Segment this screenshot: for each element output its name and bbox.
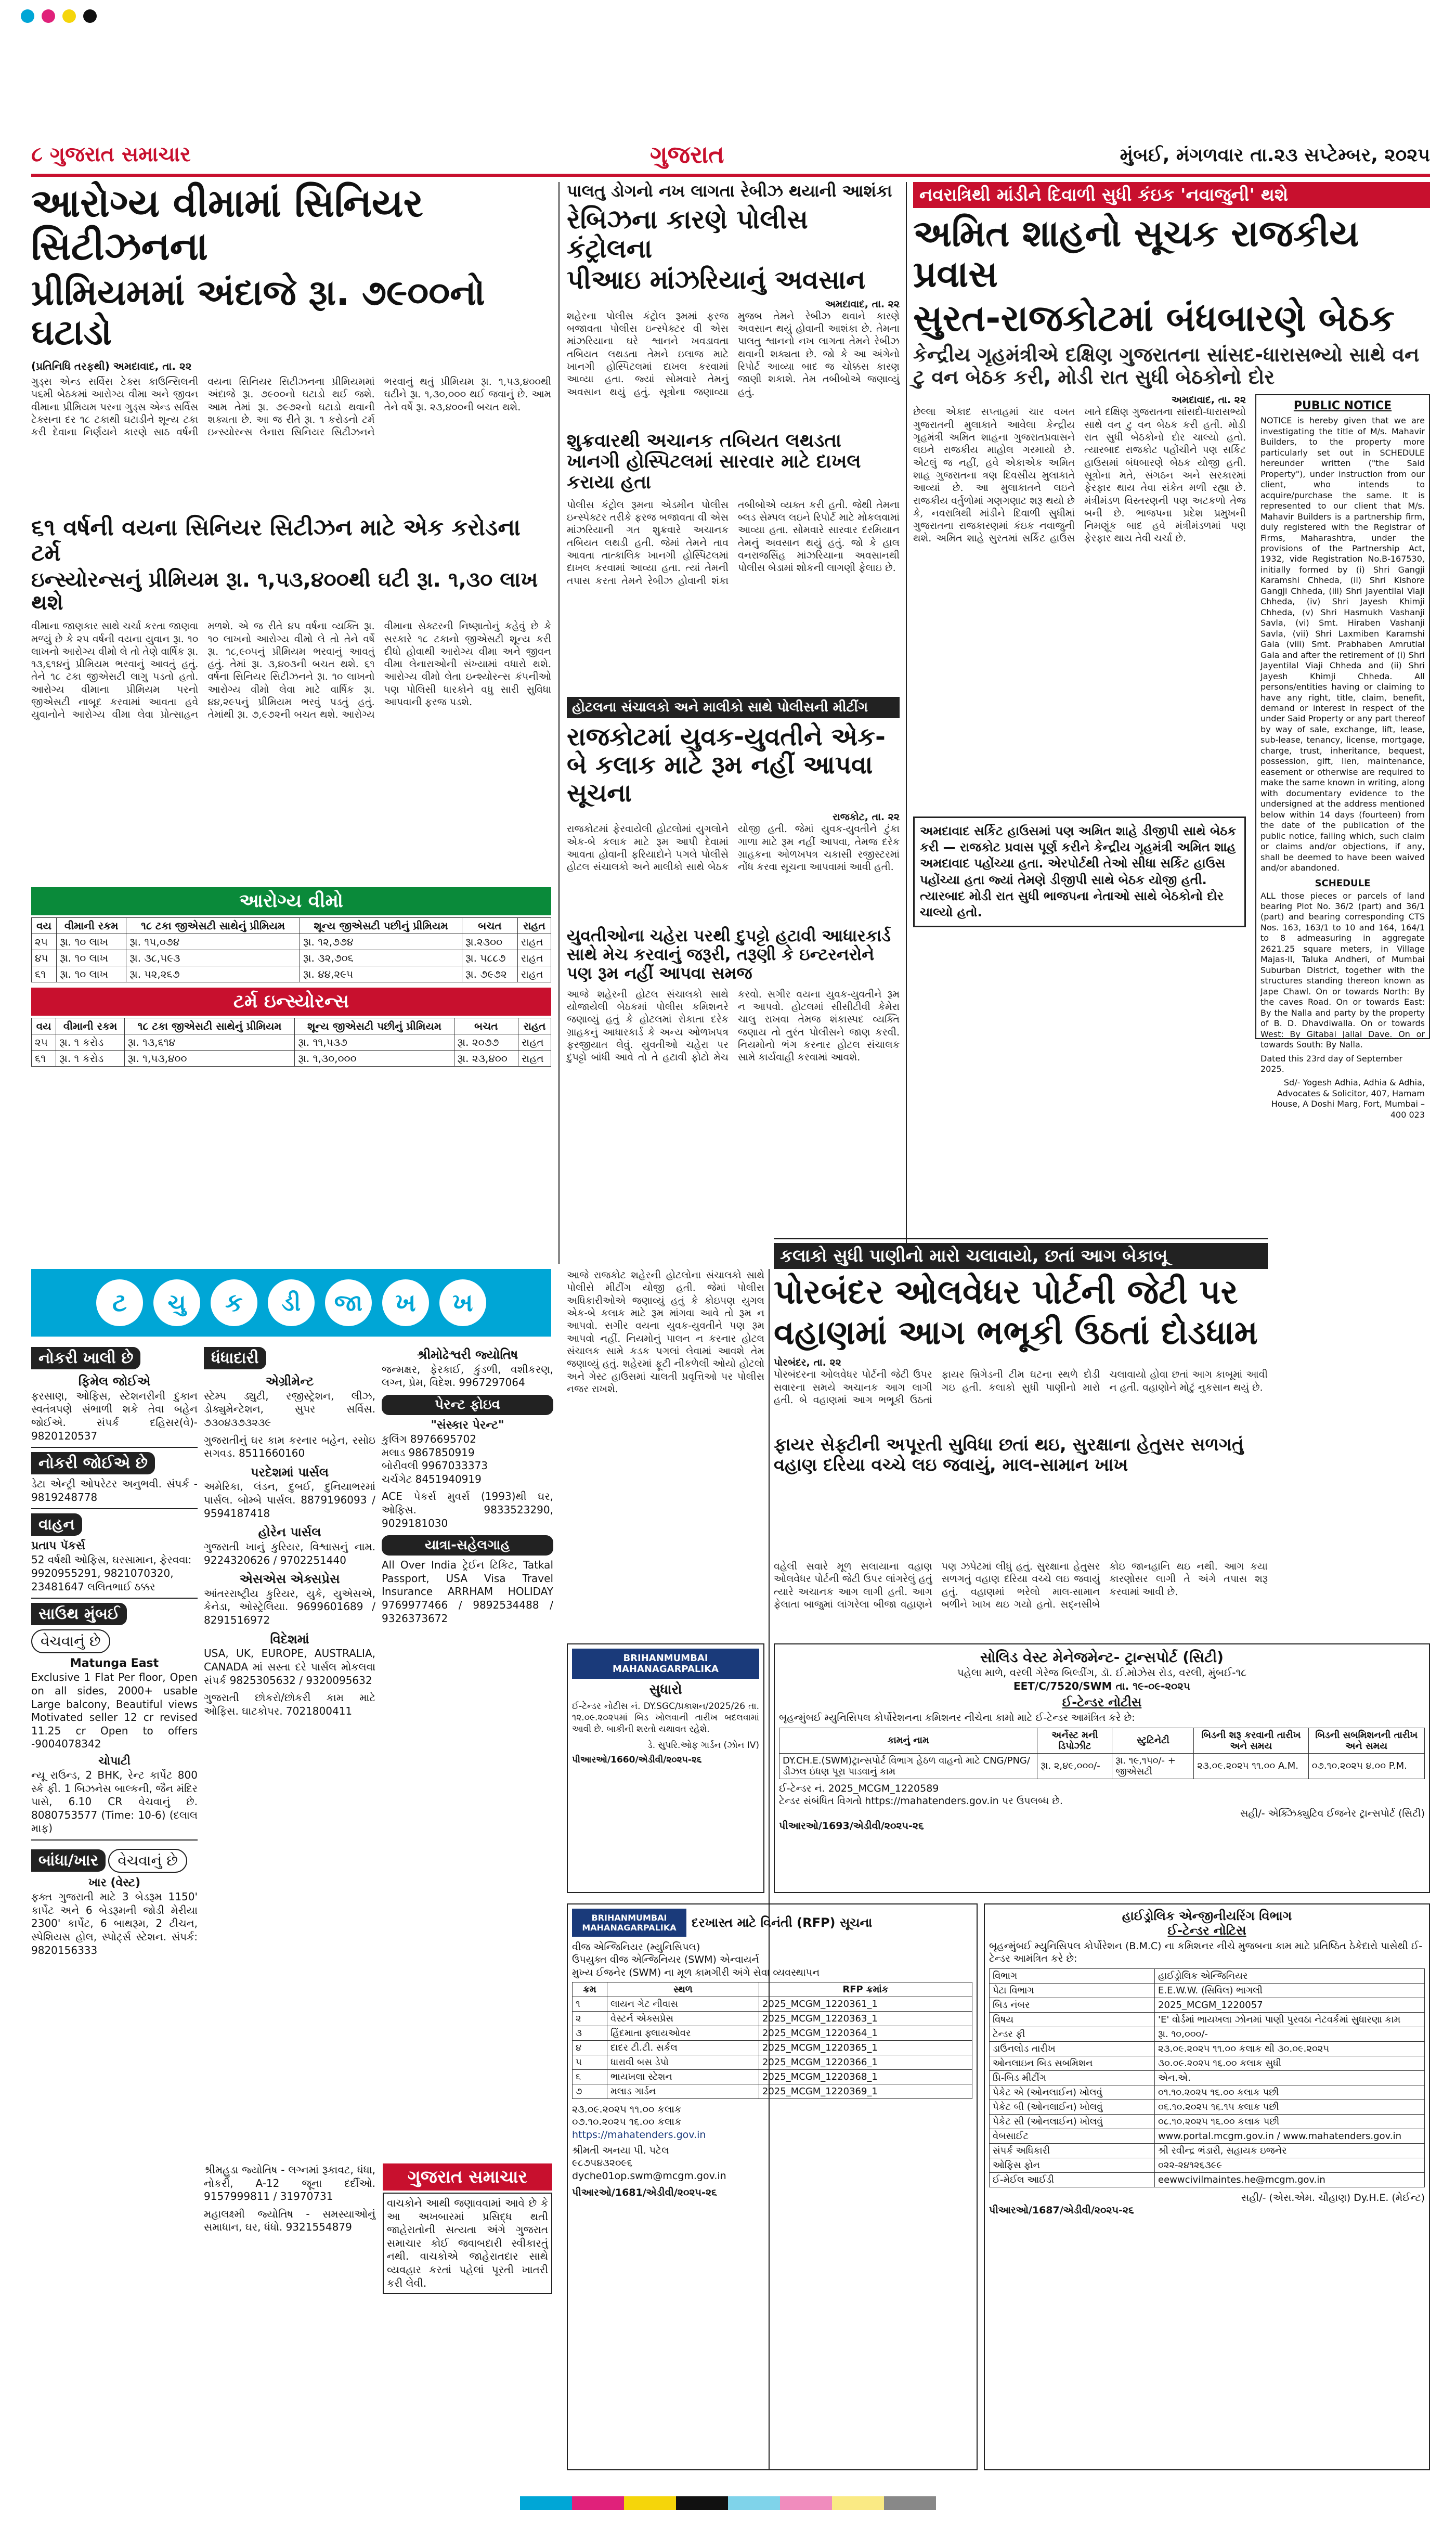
table-row xyxy=(990,2158,1425,2172)
rfp-email[interactable]: dyche01op.swm@mcgm.gov.in xyxy=(572,2170,726,2182)
vehicle-title: પ્રતાપ પૅકર્સ xyxy=(31,1539,85,1553)
amitshah-dateline: અમદાવાદ, તા. ૨૨ xyxy=(1171,394,1246,406)
amitshah-subhead: કેન્દ્રીય ગૃહમંત્રીએ દક્ષિણ ગુજરાતના સાંસદ-ધારાસભ્યો સાથે વન ટુ વન બેઠક કરી, મોડી રાત સુધી બેઠકોનો દોર xyxy=(913,343,1420,388)
table-cell: www.portal.mcgm.gov.in / www.mahatenders.gov.in xyxy=(1155,2129,1425,2143)
table-row xyxy=(990,2172,1425,2187)
rabies-body: શહેરના પોલીસ કંટ્રોલ રૂમમાં ફરજ બજાવતા પોલીસ ઇન્સ્પેક્ટર વી એસ માંઝરિયાના ઘરે શ્વાનને ખવડાવતા તબિયત લથડતા તેમને ઇલાજ માટે ખાનગી હોસ્પિટલમાં દાખલ કરવામાં આવ્યા હતા. જ્યાં સોમવારે તેમનું અવસાન થયું હતું. સૂત્રોના જણાવ્યા મુજબ તેમને રેબીઝ થવાને કારણે અવસાન થયું હોવાની આશંકા છે. તેમના પાલતુ શ્વાનનો નખ લાગતા તેમને રેબીઝ થવાની શક્યતા છે. જો કે આ અંગેનો રિપોર્ટ આવ્યા બાદ જ ચોક્કસ કારણ જાણી શકાશે. તેમ તબીબોએ જણાવ્યું હતું. xyxy=(567,310,900,398)
dateline: મુંબઈ, મંગળવાર તા.૨૩ સપ્ટેમ્બર, ૨૦૨૫ xyxy=(1120,145,1430,166)
bandra-head: બાંધા/ખાર xyxy=(31,1849,106,1872)
table-cell: eewwcivilmaintes.he@mcgm.gov.in xyxy=(1155,2172,1425,2187)
table-cell: ૬ xyxy=(573,2069,607,2084)
amitshah-article xyxy=(913,182,1430,1120)
table-cell: ૬૧ xyxy=(32,966,57,982)
table-cell: રૂા. ૪૪,૨૯૫ xyxy=(300,966,462,982)
table-cell: એન.એ. xyxy=(1155,2070,1425,2085)
classified-col-3 xyxy=(382,1347,553,2158)
rfp-website[interactable]: https://mahatenders.gov.in xyxy=(572,2129,706,2141)
table-row xyxy=(990,2041,1425,2056)
table-cell: ૬૧ xyxy=(32,1051,56,1067)
solid-ref2: પીઆરઓ/1693/એડીવી/૨૦૨૫-૨૬ xyxy=(779,1820,924,1832)
table-cell: રૂા. ૧૦ લાખ xyxy=(57,966,126,982)
rabies-kicker: પાલતુ ડોગનો નખ લાગતા રેબીઝ થયાની આશંકા xyxy=(567,181,892,201)
col-with-gst: ૧૮ ટકા જીએસટી સાથેનું પ્રીમિયમ xyxy=(124,1018,295,1034)
rabies-dateline: અમદાવાદ, તા. ૨૨ xyxy=(825,298,900,310)
hydro-title: ઈ-ટેન્ડર નોટિસ xyxy=(1167,1923,1246,1938)
insurance-subhead-1: ૬૧ વર્ષની વયના સિનિયર સિટીઝન માટે એક કરોડના ટર્મ xyxy=(31,514,521,567)
table-cell: ૦૬.૧૦.૨૦૨૫ ૧૬.૧૫ કલાક પછી xyxy=(1155,2100,1425,2114)
table-row xyxy=(990,2129,1425,2143)
insurance-headline-2: પ્રીમિયમમાં અંદાજે રૂા. ૭૯૦૦નો ઘટાડો xyxy=(31,272,485,353)
col-relief: રાહત xyxy=(518,1018,551,1034)
table-cell: મલાડ ગાર્ડન xyxy=(607,2084,759,2098)
table-cell: રૂા. ૧૨,૭૭૪ xyxy=(300,934,462,950)
table-cell: રૂા. ૩૮,૫૯૩ xyxy=(126,950,300,966)
table-cell: રૂા. ૧,૫૩,૪૦૦ xyxy=(124,1051,295,1067)
rfp-date-submit: ૦૭.૧૦.૨૦૨૫ ૧૬.૦૦ કલાક xyxy=(572,2116,682,2128)
table-cell: 2025_MCGM_1220368_1 xyxy=(759,2069,972,2084)
col-sum: વીમાની રકમ xyxy=(57,918,126,934)
table-cell: વેસ્ટર્ન એક્સપ્રેસ xyxy=(607,2011,759,2026)
business-ad-text: સ્ટેમ્પ ડ્યુટી, રજીસ્ટ્રેશન, લીઝ, ડોક્યુમેન્ટેશન, સુપર સર્વિસ. ૭૩૦૪૩૭૩૨૩૯ xyxy=(204,1389,375,1429)
jyotish-text: જન્મક્ષર, ફેરકાઈ, કુંડળી, વશીકરણ, લગ્ન, પ્રેમ, વિદેશ. 9967297064 xyxy=(382,1363,553,1389)
solid-title: ઈ-ટેન્ડર નોટીસ xyxy=(1062,1695,1142,1710)
table-cell: ઓફિસ ફોન xyxy=(990,2158,1155,2172)
table-cell: ૧ xyxy=(573,1997,607,2011)
table-cell: પેટા વિભાગ xyxy=(990,1983,1155,1998)
amitshah-body: છેલ્લા એકાદ સપ્તાહમાં ચાર વખત ગુજરાતની મુલાકાતે આવેલા કેન્દ્રીય ગૃહમંત્રી અમિત શાહના ગુજરાતપ્રવાસને લઇને રાજકીય માહોલ ગરમાયો છે. એટલું જ નહીં, હવે એકાએક અમિત શાહ ગુજરાતના ત્રણ દિવસીય મુલાકાતે આવ્યાં છે. આ મુલાકાતને લઇને રાજકીય વર્તુળોમાં ગણગણાટ શરૂ થયો છે કે, નવરાત્રિથી માંડીને દિવાળી સુધીમાં ગુજરાતના રાજકારણમાં કંઇક નવાજુની થશે. અમિત શાહે સુરતમાં સર્કિટ હાઉસ ખાતે દક્ષિણ ગુજરાતના સાંસદો-ધારાસભ્યો સાથે વન ટુ વન બેઠક કરી હતી. મોડી રાત સુધી બેઠકોનો દોર ચાલ્યો હતો. ત્યારબાદ રાજકોટ પહોંચીને પણ સર્કિટ હાઉસમાં બંધબારણે બેઠક યોજી હતી. સૂત્રોના મતે, સંગઠન અને સરકારમાં ફેરફાર થાય તેવા સંકેત મળી રહ્યા છે. મંત્રીમંડળ વિસ્તરણની પણ અટકળો તેજ બની છે. ભાજપના પ્રદેશ પ્રમુખની નિમણૂંક બાદ હવે મંત્રીમંડળમાં પણ ફેરફાર થાય તેવી ચર્ચા છે. xyxy=(913,406,1246,545)
registration-mark-yellow xyxy=(62,9,76,23)
bandra-foot: વેચવાનું છે xyxy=(108,1849,187,1873)
public-notice-title: PUBLIC NOTICE xyxy=(1293,399,1392,413)
banner-letter: ચુ xyxy=(153,1279,200,1326)
jobs-head: નોકરી ખાલી છે xyxy=(31,1347,140,1369)
registration-mark-magenta xyxy=(42,9,55,23)
registration-mark-cyan xyxy=(21,9,34,23)
page-number: ૮ ગુજરાત સમાચાર xyxy=(31,142,191,166)
col-with-gst: ૧૮ ટકા જીએસટી સાથેનું પ્રીમિયમ xyxy=(126,918,300,934)
wanted-jobs-head: નોકરી જોઈએ છે xyxy=(31,1452,155,1474)
porbandar-subhead: ફાયર સેફ્ટીની અપૂરતી સુવિધા છતાં થઇ, સુરક્ષાના હેતુસર સળગતું વહાણ દરિયા વચ્ચે લઇ જવાયું, માલ-સામાન ખાખ xyxy=(774,1434,1244,1475)
table-cell: ભાયખલા સ્ટેશન xyxy=(607,2069,759,2084)
rajkot-subhead: યુવતીઓના ચહેરા પરથી દુપટ્ટો હટાવી આધારકાર્ડ સાથે મેચ કરવાનું જરૂરી, તરૂણી કે ઇન્ટરનરોને પણ રૂમ નહીં આપવા સમજ xyxy=(567,926,891,983)
table-row xyxy=(573,2040,972,2055)
table-cell: ૩૦.૦૯.૨૦૨૫ ૧૬.૦૦ કલાક સુધી xyxy=(1155,2056,1425,2070)
hydro-signature: સહી/- (એસ.એમ. ચૌહાણ) Dy.H.E. (મેઈન્ટ) xyxy=(1241,2192,1425,2204)
table-header-cell: સ્થળ xyxy=(607,1982,759,1997)
amitshah-callout: અમદાવાદ સર્કિટ હાઉસમાં પણ અમિત શાહે ડીજીપી સાથે બેઠક કરી — રાજકોટ પ્રવાસ પૂર્ણ કરીને કેન્દ્રીય ગૃહમંત્રી અમિત શાહ અમદાવાદ પહોંચ્યા હતા. એરપોર્ટથી તેઓ સીધા સર્કિટ હાઉસ પહોંચ્યા હતા જ્યાં તેમણે ડીજીપી સાથે બેઠક યોજી હતી. ત્યારબાદ મોડી રાત સુધી ભાજપના નેતાઓ સાથે બેઠકોનો દોર ચાલ્યો હતો. xyxy=(913,817,1246,927)
sudharo-ref: પીઆરઓ/1660/એડીવી/૨૦૨૫-૨૬ xyxy=(572,1755,702,1765)
table-header-cell: ક્રમ xyxy=(573,1982,607,1997)
banner-letter: ક xyxy=(211,1279,257,1326)
table-cell: 2025_MCGM_1220057 xyxy=(1155,1998,1425,2012)
hydro-ref: પીઆરઓ/1687/એડીવી/૨૦૨૫-૨૬ xyxy=(989,2204,1134,2216)
table-header-cell: બિડની શરૂ કરવાની તારીખ અને સમય xyxy=(1194,1728,1308,1753)
rfp-table xyxy=(572,1982,972,2099)
tender-hydraulic xyxy=(984,1903,1430,2470)
table-row xyxy=(990,2143,1425,2158)
table-cell: રૂા. ૧૩,૬૧૪ xyxy=(124,1034,295,1051)
porbandar-body-2: વહેલી સવારે મૂળ સલાયાના વહાણ ઓલવેધર પોર્ટની જેટી ઉપર લાંગરેલું હતું ત્યારે અચાનક આગ લાગી હતી. આગ ફેલાતા બાજુમાં લાંગરેલા બીજા વહાણને પણ ઝપેટમાં લીધું હતું. સુરક્ષાના હેતુસર સળગતું વહાણ દરિયા વચ્ચે લઇ જવાયું હતું. વહાણમાં ભરેલો માલ-સામાન બળીને ખાખ થઇ ગયો હતો. સદ્નસીબે કોઇ જાનહાનિ થઇ નથી. આગ કયા કારણોસર લાગી તે અંગે તપાસ શરૂ કરવામાં આવી છે. xyxy=(774,1561,1268,1610)
sanskar-contact: કુલિંગ 8976695702 xyxy=(382,1433,476,1446)
table-header-cell: અર્નેસ્ટ મની ડિપોઝીટ xyxy=(1037,1728,1112,1753)
sathe-mumbai-head: સાઉથ મુંબઈ xyxy=(31,1603,127,1625)
hydro-header: હાઈડ્રોલિક એન્જીનીયરિંગ વિભાગ xyxy=(1122,1909,1292,1923)
col-age: વય xyxy=(32,1018,56,1034)
rfp-dept: વીજ એન્જિનિયર (મ્યુનિસિપલ) xyxy=(572,1941,700,1953)
porbandar-article xyxy=(774,1243,1268,1555)
sathe-mumbai-foot: વેચવાનું છે xyxy=(31,1629,110,1653)
business-ad-text: ગુજરાતી ખાનું કુરિયર, વિશ્વાસનું નામ. 9224320626 / 9702251440 xyxy=(204,1540,375,1566)
public-notice-body: NOTICE is hereby given that we are investigating the title of M/s. Mahavir Builders, to the property more particularly set out in SCHEDULE hereunder written ("the Said Property"), under instruction from our client, who intends to acquire/purchase the same. It is represented to our client that M/s. Mahavir Builders is a partnership firm, duly registered with the Registrar of Firms, Maharashtra, under the provisions of the Partnership Act, 1932, vide Registration No.B-167530, initially formed by (i) Shri Gangji Karamshi Chheda, (ii) Shri Kishore Gangji Chheda, (iii) Shri Jayentilal Viaji Chheda, (iv) Shri Jayesh Khimji Chheda, (v) Shri Hasmukh Vashanji Savla, (vi) Smt. Hiraben Vashanji Savla, (vii) Shri Laxmiben Karamshi Gala (viii) Smt. Prabhaben Amrutlal Gala and after the retirement of (i) Shri Jayentilal Viaji Chheda and (ii) Shri Jayesh Khimji Chheda. All persons/entities having or claiming to have any right, title, claim, benefit, demand or interest in respect of the under Said Property or any part thereof by way of sale, exchange, lift, lease, sub-lease, tenancy, license, mortgage, charge, trust, inheritance, bequest, possession, gift, lien, maintenance, easement or otherwise are required to make the same known in writing, along with documentary evidence to the undersigned at the address mentioned below within 14 days (fourteen) from the date of the publication of the public notice, failing which, such claim or claims and/or objections, if any, shall be deemed to have been waived and/or abandoned. xyxy=(1260,416,1425,873)
solid-note: ટેન્ડર સંબંધિત વિગતો https://mahatenders.gov.in પર ઉપલબ્ધ છે. xyxy=(779,1795,1063,1807)
table-row xyxy=(32,1034,551,1051)
banner-letter: ટ xyxy=(96,1279,143,1326)
color-strip xyxy=(520,2496,936,2510)
table-cell: ૩ xyxy=(573,2026,607,2040)
business-ad-text: USA, UK, EUROPE, AUSTRALIA, CANADA માં સસ્તા દરે પાર્સલ મોકલવા સંપર્ક 9825305632 / 9320095632 xyxy=(204,1647,375,1687)
business-ad-text: આંતરરાષ્ટ્રીય કુરિયર, યુકે, યુએસએ, કેનેડા, ઓસ્ટ્રેલિયા. 9699601689 / 8291516972 xyxy=(204,1587,375,1626)
table-row xyxy=(990,2012,1425,2027)
table-cell: રૂા. ૧ કરોડ xyxy=(56,1051,125,1067)
sudharo-sign: ડે. સુપરિ.ઓફ ગાર્ડન (ઝોન IV) xyxy=(647,1740,759,1751)
health-table xyxy=(31,917,551,982)
table-cell: ૨૫ xyxy=(32,1034,56,1051)
table-row xyxy=(32,966,551,982)
jyotish-head: શ્રીમોઢેશ્વરી જ્યોતિષ xyxy=(417,1347,518,1362)
section-rule xyxy=(774,1238,1268,1239)
classified-col-1 xyxy=(31,1347,198,2470)
table-cell: રૂા. ૧૦ લાખ xyxy=(57,934,126,950)
classified-col-2 xyxy=(204,1347,375,2158)
khar-title: ખાર (વેસ્ટ) xyxy=(88,1876,141,1890)
solid-signature: સહી/- એક્ઝિક્યુટિવ ઈજનેર ટ્રાન્સપોર્ટ (સિટી) xyxy=(1240,1808,1425,1820)
rfp-date-download: ૨૩.૦૯.૨૦૨૫ ૧૧.૦૦ કલાક xyxy=(572,2103,682,2115)
table-cell: ધારાવી બસ ડેપો xyxy=(607,2055,759,2069)
hydro-intro: બૃહન્મુંબઈ મ્યુનિસિપલ કોર્પોરેશન (B.M.C) ના કમિશનર નીચે મુજબના કામ માટે પ્રતિષ્ઠિત ઠેકેદારો પાસેથી ઈ-ટેન્ડર આમંત્રિત કરે છે: xyxy=(989,1940,1423,1965)
table-cell: રાહત xyxy=(518,1034,551,1051)
table-cell: E.E.W.W. (સિવિલ) ભાગલી xyxy=(1155,1983,1425,1998)
table-row xyxy=(573,2011,972,2026)
table-cell: હાઈડ્રોલિક એન્જિનિયર xyxy=(1155,1968,1425,1983)
table-cell: લાયન ગેટ નીવાસ xyxy=(607,1997,759,2011)
table-cell: પેકેટ સી (ઓનલાઈન) ખોલવું xyxy=(990,2114,1155,2129)
bmc-logo: BRIHANMUMBAI MAHANAGARPALIKA xyxy=(572,1649,759,1679)
gs-logo: ગુજરાત સમાચાર xyxy=(383,2163,552,2191)
rfp-work: મુખ્ય ઈજનેર (SWM) ના મૂળ કામગીરી અંગે સેવા વ્યવસ્થાપન xyxy=(572,1966,820,1978)
table-cell: પેકેટ બી (ઓનલાઈન) ખોલવું xyxy=(990,2100,1155,2114)
table-cell: હિંદમાતા ફ્લાયઓવર xyxy=(607,2026,759,2040)
table-header xyxy=(573,1982,972,1997)
porbandar-dateline: પોરબંદર, તા. ૨૨ xyxy=(774,1357,841,1369)
table-cell: રૂા. ૨૩,૪૦૦ xyxy=(454,1051,518,1067)
table-cell: રૂા. ૧૧,૫૩૭ xyxy=(295,1034,454,1051)
ace-packers: ACE પેકર્સ મુવર્સ (1993)થી ઘર, ઓફિસ. 9833523290, 9029181030 xyxy=(382,1490,553,1530)
business-ad-title: પરદેશમાં પાર્સલ xyxy=(250,1465,329,1480)
table-header-cell: બિડની સબમિશનની તારીખ અને સમય xyxy=(1308,1728,1424,1753)
classified-lower xyxy=(204,2163,552,2470)
column-rule xyxy=(558,182,560,1264)
table-header-cell: કામનું નામ xyxy=(779,1728,1037,1753)
rajkot-headline: રાજકોટમાં યુવક-યુવતીને એક-બે કલાક માટે રૂમ નહીં આપવા સૂચના xyxy=(567,722,886,808)
table-cell: DY.CH.E.(SWM)ટ્રાન્સપોર્ટ વિભાગ હેઠળ વાહનો માટે CNG/PNG/ડીઝલ ઇંધણ પૂરા પાડવાનું કામ xyxy=(779,1753,1037,1779)
rfp-title: દરખાસ્ત માટે વિનંતી (RFP) સૂચના xyxy=(692,1915,873,1930)
gs-disclaimer: વાચકોને આથી જણાવવામાં આવે છે કે આ અખબારમાં પ્રસિદ્ધ થતી જાહેરાતોની સત્યતા અંગે ગુજરાત સમાચાર કોઈ જવાબદારી સ્વીકારતું નથી. વાચકોએ જાહેરાતદાર સાથે વ્યવહાર કરતાં પહેલાં પૂરતી ખાતરી કરી લેવી. xyxy=(383,2193,552,2294)
maha-jyotish-text: મહાલક્ષ્મી જ્યોતિષ - સમસ્યાઓનું સમાધાન, ઘર, ધંધો. 9321554879 xyxy=(204,2207,375,2234)
table-row xyxy=(32,950,551,966)
insurance-headline-1: આરોગ્ય વીમામાં સિનિયર સિટીઝનના xyxy=(31,181,423,269)
table-cell: 'E' વોર્ડમાં ભાયખલા ઝોનમાં પાણી પુરવઠા નેટવર્કમાં સુધારણા કામ xyxy=(1155,2012,1425,2027)
table-row xyxy=(573,2069,972,2084)
masthead-rule xyxy=(31,174,1430,177)
sudharo-body: ઈ-ટેન્ડર નોટીસ નં. DY.SGC/પ્રકાશન/2025/26 તા. ૧૨.૦૯.૨૦૨૫માં બિડ ખોલવાની તારીખ બદલવામાં આવી છે. બાકીની શરતો યથાવત રહેશે. xyxy=(572,1701,759,1734)
insurance-intro: ગુડ્સ એન્ડ સર્વિસ ટેક્સ કાઉન્સિલની ૫૬મી બેઠકમાં આરોગ્ય વીમા અને જીવન વીમાના પ્રીમિયમ પરના ગુડ્સ એન્ડ સર્વિસ ટેક્સના દર ૧૮ ટકાથી ઘટાડીને શૂન્ય ટકા કરી દેવાના નિર્ણયને કારણે સાઠ વર્ષની વયના સિનિયર સિટીઝનના પ્રીમિયમમાં અંદાજે રૂા. ૭૯૦૦નો ઘટાડો થઈ જશે. આમ તેમાં રૂા. ૭૯૭૨નો ઘટાડો થવાની શક્યતા છે. આ જ રીતે રૂા. ૧ કરોડનો ટર્મ ઇન્સ્યોરન્સ લેનારા સિનિયર સિટીઝનને ભરવાનું થતું પ્રીમિયમ રૂા. ૧,૫૩,૪૦૦થી ઘટીને રૂા. ૧,૩૦,૦૦૦ થઈ જવાનું છે. આમ તેને વર્ષે રૂા. ૨૩,૪૦૦ની બચત થશે. xyxy=(31,376,551,438)
insurance-dateline: (પ્રતિનિધિ તરફથી) અમદાવાદ, તા. ૨૨ xyxy=(31,360,192,373)
insurance-article xyxy=(31,182,551,1264)
jobs-ad-text: ગુજરાતી છોકરો/છોકરી કામ માટે ઓફિસ. ઘાટકોપર. 7021800411 xyxy=(204,1691,375,1717)
col-sum: વીમાની રકમ xyxy=(56,1018,125,1034)
solid-tender-id: ઈ-ટેન્ડર નં. 2025_MCGM_1220589 xyxy=(779,1782,939,1794)
table-cell: શ્રી રવીન્દ્ર ભંડારી, સહાયક ઇજનેર xyxy=(1155,2143,1425,2158)
tender-rfp xyxy=(567,1903,978,2470)
table-cell: રૂા. ૧ કરોડ xyxy=(56,1034,125,1051)
table-cell: વિભાગ xyxy=(990,1968,1155,1983)
table-cell: રૂા. ૫૮૮૭ xyxy=(462,950,518,966)
solid-header: સોલિડ વેસ્ટ મેનેજમેન્ટ- ટ્રાન્સપોર્ટ (સિટી) xyxy=(980,1649,1224,1666)
business-ad-title: એસએસ એક્સપ્રેસ xyxy=(239,1572,340,1587)
table-cell: ૦૮.૧૦.૨૦૨૫ ૧૬.૦૦ કલાક પછી xyxy=(1155,2114,1425,2129)
col-without-gst: શૂન્ય જીએસટી પછીનું પ્રીમિયમ xyxy=(295,1018,454,1034)
table-row xyxy=(573,2055,972,2069)
rfp-section: ઉપયુક્ત વીજ એન્જિનિયર (SWM) એન્વાયર્ન xyxy=(572,1954,759,1966)
rfp-phone: ૯૮૭૫૪૩૨૦૯૬ xyxy=(572,2157,633,2169)
table-cell: ૨૫ xyxy=(32,934,57,950)
jobs-ad-text: ફરસાણ, ઓફિસ, સ્ટેશનરીની દુકાન સ્વતંત્રપણે સંભાળી શકે તેવા બહેન જોઈએ. સંપર્ક દહિસર(વે)- 9820120537 xyxy=(31,1389,198,1442)
sanskar-title: "સંસ્કાર પેરન્ટ" xyxy=(431,1418,504,1432)
table-row xyxy=(573,1997,972,2011)
table-row xyxy=(573,2026,972,2040)
business-ad-title: હોરેન પાર્સલ xyxy=(258,1525,321,1540)
sanskar-contact: ચર્ચગેટ 8451940919 xyxy=(382,1472,482,1485)
rajkot-dateline: રાજકોટ, તા. ૨૨ xyxy=(833,811,900,823)
business-ad-text: અમેરિકા, લંડન, દુબઈ, દુનિયાભરમાં પાર્સલ. બોમ્બે પાર્સલ. 8879196093 / 9594187418 xyxy=(204,1480,375,1520)
table-row xyxy=(990,2056,1425,2070)
amitshah-kicker: નવરાત્રિથી માંડીને દિવાળી સુધી કંઇક 'નવાજુની' થશે xyxy=(913,182,1430,208)
business-ad-text: ગુજરાતીનું ઘર કામ કરનાર બહેન, રસોઇ સગવડ. 8511660160 xyxy=(204,1433,375,1460)
classified-banner xyxy=(31,1269,551,1337)
matunga-text: Exclusive 1 Flat Per floor, Open on all sides, 2000+ usable Large balcony, Beautiful views Motivated seller 12 cr revised 11.25 cr Open to offers -9004078342 xyxy=(31,1671,198,1751)
banner-letter: ખ xyxy=(439,1279,486,1326)
public-notice-signatory: Sd/- Yogesh Adhia, Adhia & Adhia, Advocates & Solicitor, 407, Hamam House, A Doshi Marg, Fort, Mumbai – 400 023 xyxy=(1271,1078,1425,1120)
amitshah-headline-1: અમિત શાહનો સૂચક રાજકીય પ્રવાસ xyxy=(913,212,1359,296)
table-row xyxy=(990,2085,1425,2100)
table-cell: ડાઉનલોડ તારીખ xyxy=(990,2041,1155,2056)
public-notice-schedule: ALL those pieces or parcels of land bearing Plot No. 36/2 (part) and 36/1 (part) and bearing corresponding CTS Nos. 163, 163/1 to 10 and 164, 164/1 to 8 admeasuring in aggregate 2621.25 square meters, in Village Majas-II, Taluka Andheri, of Mumbai Suburban District, together with the structures standing thereon known as Jape Chawl. On or towards North: By the caves Road. On or towards East: By the Nalla and party by the property of B. D. Dhavdiwalla. On or towards West: By Gitabai Jallal Dave. On or towards South: By Nalla. xyxy=(1260,890,1425,1050)
table-cell: 2025_MCGM_1220363_1 xyxy=(759,2011,972,2026)
vehicle-text: 52 વર્ષથી ઓફિસ, ઘરસામાન, ફેરવવા: 9920955291, 9821070320, 23481647 લલિતભાઈ ઠક્કર xyxy=(31,1553,192,1593)
col-without-gst: શૂન્ય જીએસટી પછીનું પ્રીમિયમ xyxy=(300,918,462,934)
table-cell: દાદર ટી.ટી. સર્કલ xyxy=(607,2040,759,2055)
amitshah-headline-2: સુરત-રાજકોટમાં બંધબારણે બેઠક xyxy=(913,296,1395,340)
column-rule xyxy=(906,182,907,1264)
public-notice xyxy=(1255,394,1430,1120)
travel-text: All Over India ટ્રેઈન ટિકિટ, Tatkal Passport, USA Visa Travel Insurance ARRHAM HOLIDAY 9769977466 / 9892534488 / 9326373672 xyxy=(382,1559,553,1625)
public-notice-schedule-title: SCHEDULE xyxy=(1315,877,1371,889)
matunga-title: Matunga East xyxy=(70,1657,159,1670)
jyotish2-text: શ્રીમહુડા જ્યોતિષ - લગ્નમાં રૂકાવટ, ધંધા, નોકરી, A-12 જૂના દર્દીઓ. 9157999811 / 31970731 xyxy=(204,2163,375,2203)
table-cell: 2025_MCGM_1220366_1 xyxy=(759,2055,972,2069)
rajkot-kicker: હોટલના સંચાલકો અને માલીકો સાથે પોલીસની મીટીંગ xyxy=(567,697,900,718)
chopati-text: ન્યૂ રાઉન્ડ, 2 BHK, રેન્ટ કાર્પેટ 800 સ્કે ફી. 1 બિઝનેસ બાલ્કની, જૈન મંદિર પાસે, 6.10 CR વેચવાનું છે. 8080753577 (Time: 10-6) (દલાલ માફ) xyxy=(31,1769,198,1835)
table-cell: ટેન્ડર ફી xyxy=(990,2027,1155,2041)
table-cell: પેકેટ એ (ઓનલાઈન) ખોલવું xyxy=(990,2085,1155,2100)
registration-mark-black xyxy=(83,9,97,23)
rabies-body-2: પોલીસ કંટ્રોલ રૂમના એડમીન પોલીસ ઇન્સ્પેક્ટર તરીકે ફરજ બજાવતા વી એસ માંઝરિયાની ગત શુક્રવારે અચાનક તબિયત લથડી હતી. જેમાં તેમને તાવ આવતા તાત્કાલિક ખાનગી હોસ્પિટલમાં દાખલ કરવામાં આવ્યા હતા. ત્યાં તેમની તપાસ કરતા તેમને રેબીઝ હોવાની શંકા તબીબોએ વ્યક્ત કરી હતી. જેથી તેમના બ્લડ સેમ્પલ લઇને રિપોર્ટ માટે મોકલવામાં આવ્યા હતા. સોમવારે સારવાર દરમિયાન તેમનું અવસાન થયું હતું. જો કે હાલ વનરાજસિંહ માંઝરિયાના અવસાનથી પોલીસ બેડામાં શોકની લાગણી ફેલાઇ છે. xyxy=(567,499,900,587)
table-cell: રૂા.૨૩૦૦ xyxy=(462,934,518,950)
rajkot-continuation: આજે રાજકોટ શહેરની હોટલોના સંચાલકો સાથે પોલીસે મીટીંગ યોજી હતી. જેમાં પોલીસ અધિકારીઓએ જણાવ્યું હતું કે કોઇપણ યુગલ એક-બે કલાક માટે રૂમ માંગવા આવે તો રૂમ ન આપવો. સગીર વયના યુવક-યુવતીને પણ રૂમ આપવો નહીં. નિયમોનું પાલન ન કરનાર હોટલ સંચાલક સામે કડક પગલાં લેવામાં આવશે તેમ જણાવ્યું હતું. શહેરમાં ફૂટી નીકળેલી ઓયો હોટલો અને ગેસ્ટ હાઉસમાં ચાલતી પ્રવૃત્તિઓ પર પોલીસ નજર રાખશે. xyxy=(567,1269,764,1395)
business-head: ધંધાદારી xyxy=(204,1347,266,1369)
table-cell: રાહત xyxy=(517,966,551,982)
table-header-cell: RFP ક્રમાંક xyxy=(759,1982,972,1997)
solid-ref: EET/C/7520/SWM તા. ૧૯-૦૯-૨૦૨૫ xyxy=(1013,1679,1191,1692)
parent-head: પેરન્ટ ફોઇવ xyxy=(382,1395,553,1415)
table-header-cell: સ્ટુટિનેટી xyxy=(1112,1728,1194,1753)
vehicle-head: વાહન xyxy=(31,1513,82,1536)
col-relief: રાહત xyxy=(517,918,551,934)
term-table xyxy=(31,1018,551,1067)
col-age: વય xyxy=(32,918,57,934)
masthead xyxy=(31,140,1430,173)
table-cell: સંપર્ક અધિકારી xyxy=(990,2143,1155,2158)
porbandar-headline-1: પોરબંદર ઓલવેધર પોર્ટની જેટી પર xyxy=(774,1273,1238,1312)
table-cell: રૂા. ૩૨,૭૦૬ xyxy=(300,950,462,966)
col-saving: બચત xyxy=(462,918,518,934)
table-row xyxy=(990,2114,1425,2129)
table-cell: ઈ-મેઈલ આઈડી xyxy=(990,2172,1155,2187)
health-table-title: આરોગ્ય વીમો xyxy=(31,887,551,915)
table-cell: રૂા. ૧૦,૦૦૦/- xyxy=(1155,2027,1425,2041)
table-cell: ૦૨૨-૨૪૧૨૬૩૯૯ xyxy=(1155,2158,1425,2172)
table-cell: રાહત xyxy=(517,934,551,950)
health-table-header xyxy=(32,918,551,934)
rfp-ref: પીઆરઓ/1681/એડીવી/૨૦૨૫-૨૬ xyxy=(572,2186,717,2198)
sanskar-contact: મલાડ 9867850919 xyxy=(382,1446,475,1459)
table-cell: 2025_MCGM_1220365_1 xyxy=(759,2040,972,2055)
table-cell: ૨ xyxy=(573,2011,607,2026)
table-row xyxy=(573,2084,972,2098)
table-cell: રૂા. ૧૯,૧૫૦/- + જીએસટી xyxy=(1112,1753,1194,1779)
table-row xyxy=(990,2100,1425,2114)
sanskar-contact: બોરીવલી 9967033373 xyxy=(382,1459,488,1472)
section-name: ગુજરાત xyxy=(650,140,724,169)
table-cell: વિષય xyxy=(990,2012,1155,2027)
table-cell: રૂા. ૭૯૭૨ xyxy=(462,966,518,982)
table-cell: ૭ xyxy=(573,2084,607,2098)
table-cell: ઓનલાઇન બિડ સબમિશન xyxy=(990,2056,1155,2070)
table-cell: પ્રિ-બિડ મીટીંગ xyxy=(990,2070,1155,2085)
table-row xyxy=(32,934,551,950)
table-row xyxy=(32,1051,551,1067)
yatra-head: યાત્રા-સહેલગાહ xyxy=(382,1535,553,1556)
solid-address: પહેલા માળે, વરલી ગેરેજ બિલ્ડીંગ, ડૉ. ઈ.મોઝેસ રોડ, વરલી, મુંબઈ-૧૮ xyxy=(957,1666,1247,1679)
hydro-table xyxy=(989,1968,1425,2187)
table-row xyxy=(990,2027,1425,2041)
rajkot-body-2: આજે શહેરની હોટલ સંચાલકો સાથે યોજાયેલી બેઠકમાં પોલીસ કમિશનરે જણાવ્યું હતું કે હોટલમાં રોકાતા દરેક ગ્રાહકનું આધારકાર્ડ કે અન્ય ઓળખપત્ર ફરજીયાત લેવું. યુવતીઓ ચહેરા પર દુપટ્ટો બાંધી આવે તો તે હટાવી ફોટો મેચ કરવો. સગીર વયના યુવક-યુવતીને રૂમ ન આપવો. હોટલમાં સીસીટીવી કેમેરા ચાલુ રાખવા તેમજ શંકાસ્પદ વ્યક્તિ જણાય તો તુરંત પોલીસને જાણ કરવી. નિયમોનો ભંગ કરનાર હોટલ સંચાલક સામે કાર્યવાહી કરવામાં આવશે. xyxy=(567,988,900,1064)
jobs-ad-title: ફિમેલ જોઈએ xyxy=(78,1374,151,1389)
banner-letter: ખ xyxy=(382,1279,429,1326)
porbandar-body: પોરબંદરના ઓલવેધર પોર્ટની જેટી ઉપર સવારના સમયે અચાનક આગ લાગી હતી. બે વહાણમાં આગ ભભૂકી ઉઠતાં ફાયર બ્રિગેડની ટીમ ઘટના સ્થળે દોડી ગઇ હતી. કલાકો સુધી પાણીનો મારો ચલાવાયો હોવા છતાં આગ કાબૂમાં આવી ન હતી. વહાણોને મોટું નુકસાન થયું છે. xyxy=(774,1369,1268,1406)
col-saving: બચત xyxy=(454,1018,518,1034)
table-header xyxy=(779,1728,1425,1753)
table-cell: રૂા. ૧,૩૦,૦૦૦ xyxy=(295,1051,454,1067)
khar-text: ફક્ત ગુજરાતી માટે 3 બેડરૂમ 1150' કાર્પેટ અને 6 બેડરૂમની જોડી મેરીયા 2300' કાર્પેટ, 6 બાથરૂમ, 2 ટીચન, સ્પેશિયસ હોલ, સ્પોર્ટ્સ સ્ટેશન. સંપર્ક: 9820156333 xyxy=(31,1890,198,1956)
table-row xyxy=(990,2070,1425,2085)
table-row xyxy=(779,1753,1425,1779)
insurance-subhead-2: ઇન્સ્યોરન્સનું પ્રીમિયમ રૂા. ૧,૫૩,૪૦૦થી ઘટી રૂા. ૧,૩૦ લાખ થશે xyxy=(31,567,538,615)
solid-intro: બૃહન્મુંબઈ મ્યુનિસિપલ કોર્પોરેશનના કમિશનર નીચેના કામો માટે ઈ-ટેન્ડર આમંત્રિત કરે છે: xyxy=(779,1712,1135,1724)
term-table-title: ટર્મ ઇન્સ્યોરન્સ xyxy=(31,988,551,1016)
porbandar-headline-2: વહાણમાં આગ ભભૂકી ઉઠતાં દોડધામ xyxy=(774,1313,1258,1352)
table-row xyxy=(990,1998,1425,2012)
tender-sudharo xyxy=(567,1643,764,1893)
table-cell: રૂા. ૨,૪૯,૦૦૦/- xyxy=(1037,1753,1112,1779)
table-cell: ૨૩.૦૯.૨૦૨૫ ૧૧.૦૦ કલાક થી ૩૦.૦૯.૨૦૨૫ xyxy=(1155,2041,1425,2056)
rabies-headline-1: રેબિઝના કારણે પોલીસ કંટ્રોલના xyxy=(567,204,808,264)
table-cell: 2025_MCGM_1220369_1 xyxy=(759,2084,972,2098)
wanted-jobs-text: ડેટા એન્ટ્રી ઓપરેટર અનુભવી. સંપર્ક - 9819248778 xyxy=(31,1478,198,1504)
rabies-article xyxy=(567,182,900,692)
table-cell: ૦૭.૧૦.૨૦૨૫ ૪.૦૦ P.M. xyxy=(1308,1753,1424,1779)
solid-table xyxy=(779,1728,1425,1779)
sudharo-title: સુધારો xyxy=(649,1682,682,1697)
table-cell: રાહત xyxy=(518,1051,551,1067)
business-ad-title: વિદેશમાં xyxy=(270,1631,309,1647)
table-row xyxy=(990,1968,1425,1983)
banner-letter: જા xyxy=(325,1279,372,1326)
table-row xyxy=(990,1983,1425,1998)
public-notice-dated: Dated this 23rd day of September 2025. xyxy=(1260,1053,1403,1074)
table-cell: 2025_MCGM_1220364_1 xyxy=(759,2026,972,2040)
porbandar-kicker: કલાકો સુધી પાણીનો મારો ચલાવાયો, છતાં આગ બેકાબૂ xyxy=(774,1243,1268,1269)
rajkot-article xyxy=(567,697,900,1264)
rabies-subhead: શુક્રવારથી અચાનક તબિયત લથડતા ખાનગી હોસ્પિટલમાં સારવાર માટે દાખલ કરાયા હતા xyxy=(567,430,861,494)
table-cell: રાહત xyxy=(517,950,551,966)
table-cell: ૨૩.૦૯.૨૦૨૫ ૧૧.૦૦ A.M. xyxy=(1194,1753,1308,1779)
bmc-logo: BRIHANMUMBAI MAHANAGARPALIKA xyxy=(572,1909,686,1937)
table-cell: ૪ xyxy=(573,2040,607,2055)
business-ad-title: એગ્રીમેન્ટ xyxy=(265,1374,314,1389)
table-cell: ૫ xyxy=(573,2055,607,2069)
table-cell: ૦૧.૧૦.૨૦૨૫ ૧૬.૦૦ કલાક પછી xyxy=(1155,2085,1425,2100)
table-cell: ૪૫ xyxy=(32,950,57,966)
banner-letter: ડી xyxy=(268,1279,315,1326)
table-cell: રૂા. ૫૨,૨૬૭ xyxy=(126,966,300,982)
tender-solid-waste xyxy=(774,1643,1430,1893)
table-cell: 2025_MCGM_1220361_1 xyxy=(759,1997,972,2011)
table-cell: વેબસાઈટ xyxy=(990,2129,1155,2143)
rajkot-body: રાજકોટમાં ફેરવાયેલી હોટલોમાં યુગલોને એક-બે કલાક માટે રૂમ આપી દેવામાં આવતા હોવાની ફરિયાદોને પગલે પોલીસે હોટલ સંચાલકો અને માલીકો સાથે બેઠક યોજી હતી. જેમાં યુવક-યુવતીને ટુંકા ગાળા માટે રૂમ નહીં આપવા, તેમજ દરેક ગ્રાહકના ઓળખપત્ર ચકાસી રજીસ્ટરમાં નોંધ કરવા સૂચના આપવામાં આવી હતી. xyxy=(567,823,900,873)
table-cell: બિડ નંબર xyxy=(990,1998,1155,2012)
chopati-title: ચોપાટી xyxy=(98,1754,131,1768)
table-cell: રૂા. ૧૫,૦૭૪ xyxy=(126,934,300,950)
insurance-body: વીમાના જાણકાર સાથે ચર્ચા કરતા જાણવા મળ્યું છે કે ૨૫ વર્ષની વયના યુવાન રૂા. ૧૦ લાખનો આરોગ્ય વીમો લે તો તેણે વાર્ષિક રૂા. ૧૩,૬૧૪નું પ્રીમિયમ ભરવાનું આવતું હતું. તેને ૧૮ ટકા જીએસટી લાગુ પડતો હતો. આરોગ્ય વીમાના પ્રીમિયમ પરનો જીએસટી નાબૂદ કરવામાં આવતા હવે યુવાનોને આરોગ્ય વીમા લેવા પ્રોત્સાહન મળશે. એ જ રીતે ૪૫ વર્ષના વ્યક્તિ રૂા. ૧૦ લાખનો આરોગ્ય વીમો લે તો તેને વર્ષે રૂા. ૧૮,૯૦૫નું પ્રીમિયમ ભરવાનું આવતું હતું. તેમાં રૂા. ૩,૪૦૩ની બચત થશે. ૬૧ વર્ષના સિનિયર સિટીઝનને રૂા. ૧૦ લાખનો આરોગ્ય વીમો લેવા માટે વાર્ષિક રૂા. ૪૪,૨૯૫નું પ્રીમિયમ ભરવું પડતું હતું. તેમાંથી રૂા. ૭,૯૭૨ની બચત થશે. આરોગ્ય વીમાના સેક્ટરની નિષ્ણાતોનું કહેવું છે કે સરકારે ૧૮ ટકાનો જીએસટી શૂન્ય કરી દીધો હોવાથી આરોગ્ય વીમા અને જીવન વીમા લેનારાઓની સંખ્યામાં વધારો થશે. આરોગ્ય વીમો લેતા ઇન્શ્યોરન્સ કંપનીઓ પણ પોલિસી ધારકોને વધુ સારી સુવિધા આપવાની ફરજ પડશે. xyxy=(31,620,551,721)
rabies-headline-2: પીઆઇ માંઝરિયાનું અવસાન xyxy=(567,264,866,295)
rfp-contact: શ્રીમતી અનયા પી. પટેલ xyxy=(572,2144,669,2156)
table-cell: રૂા. ૨૦૭૭ xyxy=(454,1034,518,1051)
table-cell: રૂા. ૧૦ લાખ xyxy=(57,950,126,966)
term-table-header xyxy=(32,1018,551,1034)
